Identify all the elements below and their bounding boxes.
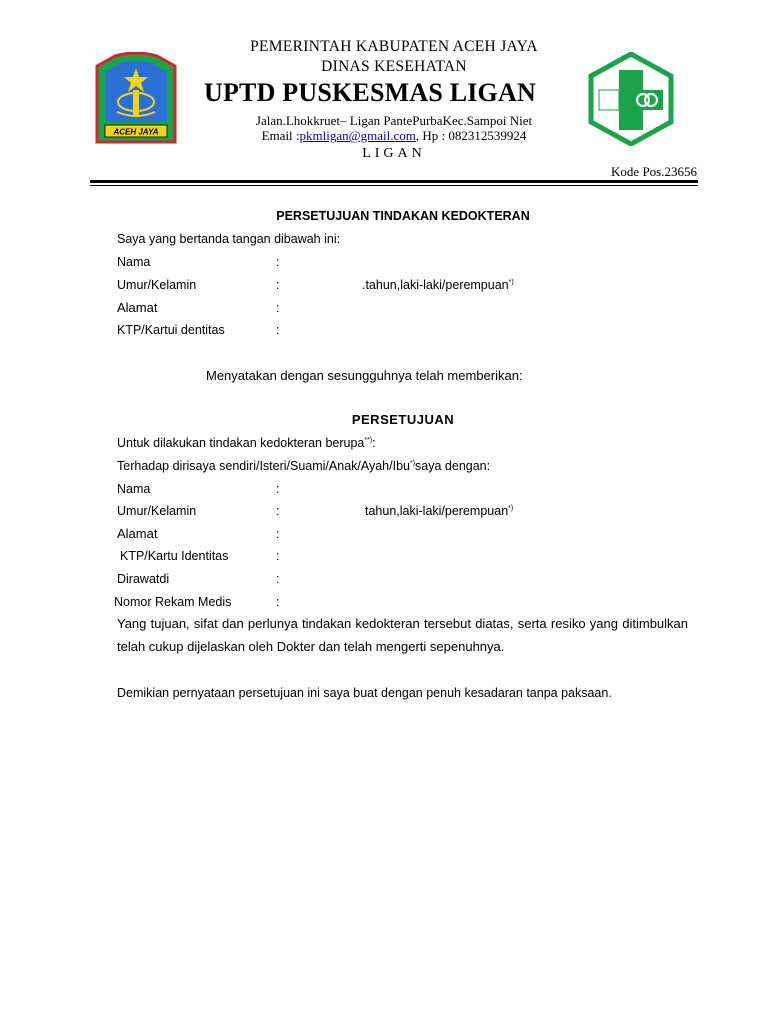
colon-alamat-2: :	[276, 527, 280, 541]
header-divider-thin	[90, 185, 698, 186]
label-umur-2: Umur/Kelamin	[117, 504, 197, 518]
header-department-line: DINAS KESEHATAN	[321, 58, 467, 75]
header-address: Jalan.Lhokkruet– Ligan PantePurbaKec.Sampoi Niet	[255, 113, 533, 128]
phone-number: , Hp : 082312539924	[415, 128, 527, 143]
terhadap-footnote: *)	[409, 460, 416, 467]
tindakan-footnote: **)	[364, 437, 373, 444]
value-umur-2	[365, 504, 513, 518]
label-ktp-1: KTP/Kartui dentitas	[117, 323, 225, 337]
label-ktp-2: KTP/Kartu Identitas	[120, 549, 229, 563]
emblem-label: ACEH JAYA	[113, 127, 159, 137]
colon-umur-1: :	[276, 278, 280, 292]
statement-line: Menyatakan dengan sesungguhnya telah memberikan:	[206, 368, 523, 383]
umur-footnote-1: *)	[508, 279, 514, 286]
header-government-line: PEMERINTAH KABUPATEN ACEH JAYA	[250, 38, 538, 55]
line-terhadap	[117, 459, 490, 473]
label-alamat-1: Alamat	[117, 300, 158, 315]
postal-code: Kode Pos.23656	[611, 164, 697, 179]
document-title: PERSETUJUAN TINDAKAN KEDOKTERAN	[276, 209, 530, 223]
value-umur-1	[362, 278, 514, 292]
umur-text-2: tahun,laki-laki/perempuan	[365, 504, 509, 518]
terhadap-text: Terhadap dirisaya sendiri/Isteri/Suami/Anak/Ayah/Ibu	[117, 459, 410, 473]
tindakan-colon: :	[372, 436, 376, 450]
colon-nama-2: :	[276, 482, 280, 496]
section-title: PERSETUJUAN	[351, 412, 455, 427]
header-divider-thick	[90, 180, 698, 183]
umur-footnote-2: *)	[508, 505, 514, 512]
header-title: UPTD PUSKESMAS LIGAN	[204, 78, 536, 107]
tindakan-text: Untuk dilakukan tindakan kedokteran berupa	[117, 436, 365, 450]
explanation-paragraph: Yang tujuan, sifat dan perlunya tindakan kedokteran tersebut diatas, serta resiko yang ditimbulkan telah cukup dijelaskan oleh Dokter dan telah mengerti sepenuhnya.	[117, 616, 688, 654]
closing-statement: Demikian pernyataan persetujuan ini saya buat dengan penuh kesadaran tanpa paksaan.	[117, 686, 612, 700]
colon-umur-2: :	[276, 504, 280, 518]
label-nama-1: Nama	[117, 255, 151, 269]
puskesmas-logo	[585, 52, 677, 146]
umur-text-1: .tahun,laki-laki/perempuan	[362, 278, 509, 292]
email-link[interactable]: pkmligan@gmail.com	[299, 128, 416, 143]
label-nama-2: Nama	[117, 482, 151, 496]
email-prefix: Email :	[261, 128, 300, 143]
colon-nama-1: :	[276, 255, 280, 269]
line-tindakan	[117, 436, 376, 450]
colon-dirawat: :	[276, 572, 280, 586]
label-dirawat: Dirawatdi	[117, 572, 170, 586]
colon-ktp-2: :	[276, 549, 280, 563]
colon-ktp-1: :	[276, 323, 280, 337]
terhadap-end: saya dengan:	[415, 459, 491, 473]
colon-alamat-1: :	[276, 301, 280, 315]
colon-rekam-medis: :	[276, 595, 280, 609]
label-umur-1: Umur/Kelamin	[117, 278, 197, 292]
header-town: LIGAN	[362, 146, 426, 161]
intro-line: Saya yang bertanda tangan dibawah ini:	[117, 232, 341, 246]
label-alamat-2: Alamat	[117, 526, 158, 541]
label-rekam-medis: Nomor Rekam Medis	[114, 595, 232, 609]
